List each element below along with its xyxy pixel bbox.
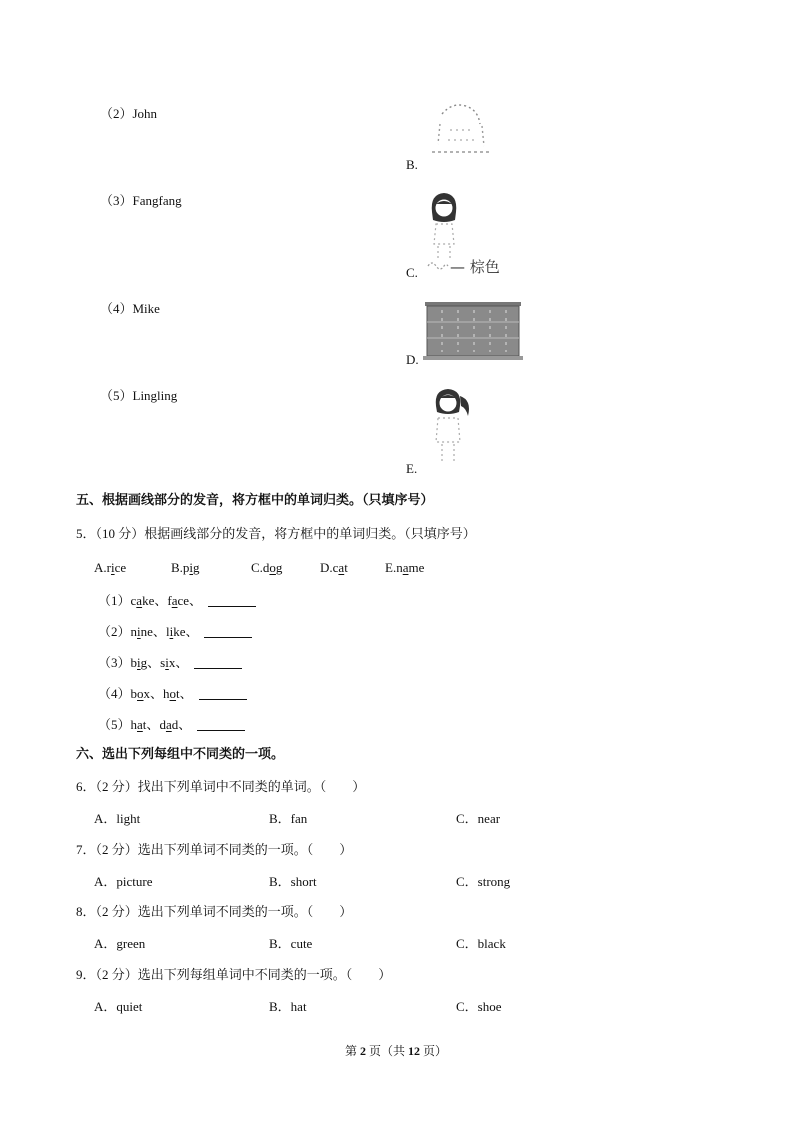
match-left-5: （5）Lingling <box>100 388 178 403</box>
picture-e-image <box>426 386 474 470</box>
option-e: E.name <box>385 560 425 575</box>
match-right-e: E. <box>406 461 418 476</box>
question-5-stem: 5．（10 分）根据画线部分的发音，将方框中的单词归类。（只填序号） <box>76 526 476 541</box>
match-right-b: B. <box>406 157 418 172</box>
question-8-option-c[interactable]: C．black <box>456 936 506 951</box>
question-6-stem: 6．（2 分）找出下列单词中不同类的单词。（ ） <box>76 779 366 794</box>
picture-b-image <box>422 100 502 164</box>
match-right-d: D. <box>406 352 419 367</box>
answer-blank-3[interactable] <box>194 667 242 669</box>
picture-c-scribble <box>426 258 450 274</box>
picture-d-image <box>422 300 524 362</box>
question-6-option-c[interactable]: C．near <box>456 811 501 826</box>
option-a: A.rice <box>94 560 127 575</box>
classify-item-4: （4）box、hot、 <box>98 687 247 700</box>
classify-item-2: （2）nine、like、 <box>98 625 252 638</box>
match-left-3: （3）Fangfang <box>100 193 182 208</box>
classify-item-3: （3）big、six、 <box>98 656 242 669</box>
question-7-option-c[interactable]: C．strong <box>456 874 511 889</box>
picture-c-caption: — 棕色 <box>450 258 500 276</box>
option-d: D.cat <box>320 560 348 575</box>
question-6-option-a[interactable]: A．light <box>94 811 141 826</box>
question-8-stem: 8．（2 分）选出下列单词不同类的一项。（ ） <box>76 904 353 919</box>
picture-c-image <box>424 190 464 266</box>
question-8-option-a[interactable]: A．green <box>94 936 146 951</box>
question-7-option-b[interactable]: B．short <box>269 874 317 889</box>
section-5-heading: 五、根据画线部分的发音，将方框中的单词归类。（只填序号） <box>76 493 434 508</box>
match-right-c: C. <box>406 265 418 280</box>
question-9-stem: 9．（2 分）选出下列每组单词中不同类的一项。（ ） <box>76 967 392 982</box>
question-9-option-c[interactable]: C．shoe <box>456 999 502 1014</box>
answer-blank-5[interactable] <box>197 729 245 731</box>
option-c: C.dog <box>251 560 283 575</box>
question-9-option-b[interactable]: B．hat <box>269 999 307 1014</box>
option-b: B.pig <box>171 560 200 575</box>
classify-item-5: （5）hat、dad、 <box>98 718 245 731</box>
match-left-4: （4）Mike <box>100 301 160 316</box>
classify-item-1: （1）cake、face、 <box>98 594 256 607</box>
answer-blank-2[interactable] <box>204 636 252 638</box>
answer-blank-1[interactable] <box>208 605 256 607</box>
question-8-option-b[interactable]: B．cute <box>269 936 313 951</box>
question-9-option-a[interactable]: A．quiet <box>94 999 143 1014</box>
question-6-option-b[interactable]: B．fan <box>269 811 308 826</box>
question-7-stem: 7．（2 分）选出下列单词不同类的一项。（ ） <box>76 842 353 857</box>
section-6-heading: 六、选出下列每组中不同类的一项。 <box>76 747 285 762</box>
page-footer: 第 2 页（共 12 页） <box>345 1044 448 1058</box>
answer-blank-4[interactable] <box>199 698 247 700</box>
question-7-option-a[interactable]: A．picture <box>94 874 153 889</box>
match-left-2: （2）John <box>100 106 158 121</box>
